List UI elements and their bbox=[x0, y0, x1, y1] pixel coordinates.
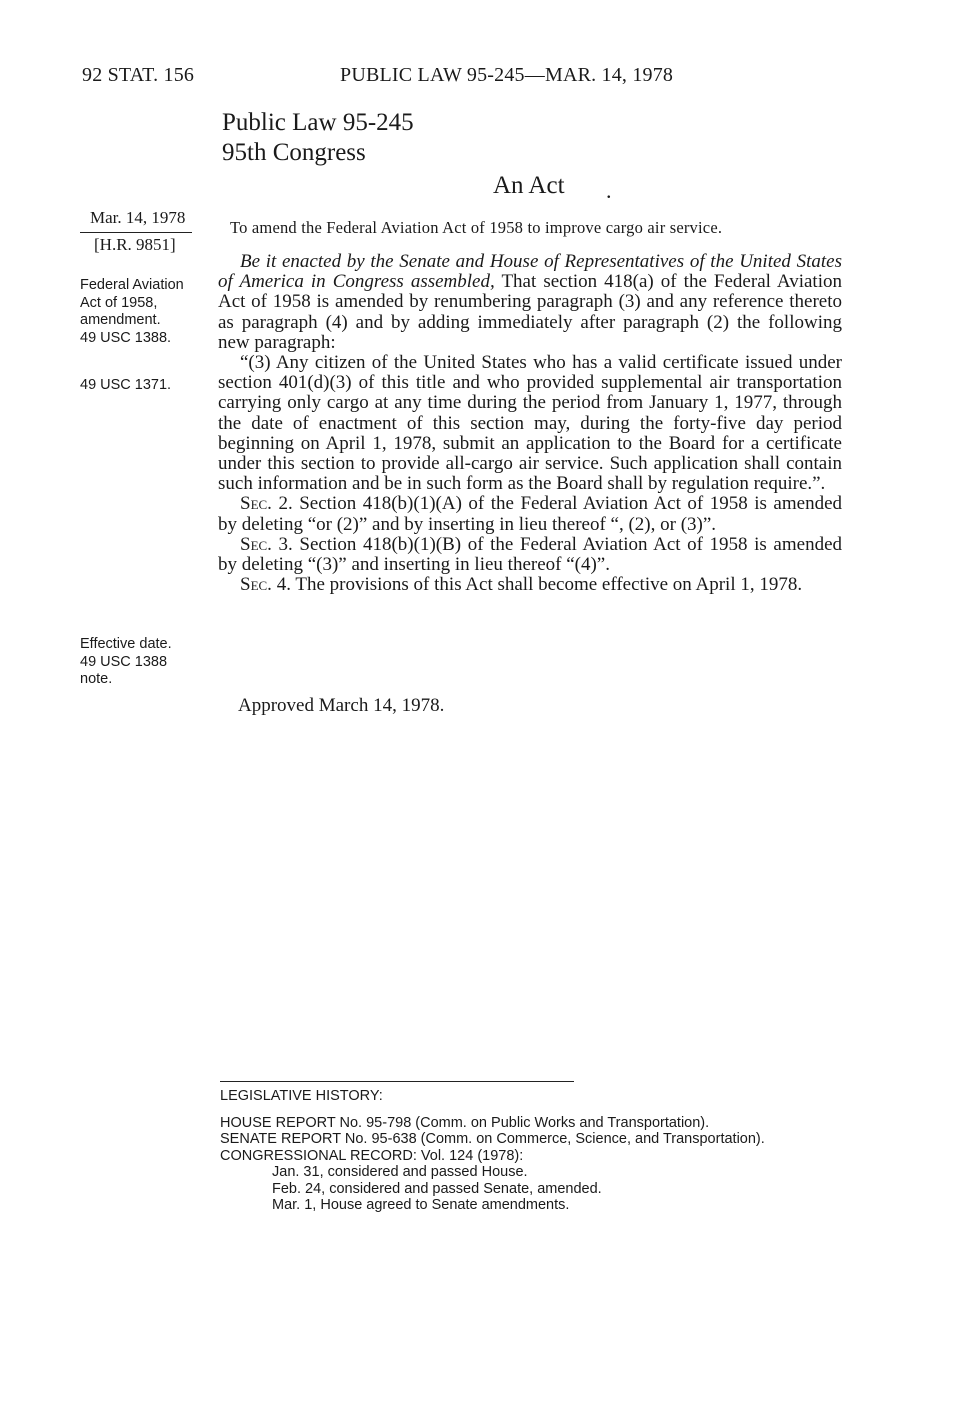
history-event: Jan. 31, considered and passed House. bbox=[272, 1164, 528, 1180]
running-header: PUBLIC LAW 95-245—MAR. 14, 1978 bbox=[340, 64, 674, 86]
section-3-text: Section 418(b)(1)(B) of the Federal Aviation Act of 1958 is amended by deleting “(3)” and inserting in lieu thereof “(4)”. bbox=[218, 533, 843, 576]
sec-number: 4. bbox=[271, 574, 291, 596]
legislative-history-heading: LEGISLATIVE HISTORY: bbox=[220, 1088, 383, 1104]
margin-note-line: Act of 1958, bbox=[80, 294, 158, 311]
margin-note-effective bbox=[80, 636, 210, 689]
margin-bill-number: [H.R. 9851] bbox=[94, 235, 176, 254]
section-2 bbox=[218, 494, 842, 534]
act-purpose: To amend the Federal Aviation Act of 1958 to improve cargo air service. bbox=[230, 218, 723, 237]
page-stat-number: 92 STAT. 156 bbox=[82, 64, 195, 86]
section-2-text: Section 418(b)(1)(A) of the Federal Aviation Act of 1958 is amended by deleting “or (2)” and by inserting in lieu thereof “, (2), or (3)”. bbox=[218, 493, 842, 535]
act-body bbox=[218, 252, 842, 595]
heading-dot: . bbox=[606, 178, 612, 203]
margin-note-line: Effective date. bbox=[80, 636, 172, 652]
section-4-text: The provisions of this Act shall become effective on April 1, 1978. bbox=[290, 574, 803, 596]
section-1-text: That section 418(a) of the Federal Aviation Act of 1958 is amended by renumbering paragraph (3) and any reference thereto as paragraph (4) and by adding immediately after paragraph (2) the following new paragraph: bbox=[218, 271, 842, 353]
margin-note-line: amendment. bbox=[80, 312, 161, 328]
margin-note-amendment bbox=[80, 277, 210, 347]
sec-number: 3. bbox=[271, 533, 293, 555]
margin-note-line: 49 USC 1388. bbox=[80, 329, 172, 346]
senate-report: SENATE REPORT No. 95-638 (Comm. on Commerce, Science, and Transportation). bbox=[220, 1131, 765, 1147]
new-paragraph-3: “(3) Any citizen of the United States who has a valid certificate issued under section 401(d)(3) of this title and who provided supplemental air transportation carrying only cargo at any time during the period from January 1, 1977, through the date of enactment of this section may, during the forty-five day period beginning on April 1, 1978, submit an application to the Board for a certificate under this section to provide all-cargo air service. Such application shall contain such information and be in such form as the Board shall by regulation require.”. bbox=[218, 352, 842, 495]
history-event: Mar. 1, House agreed to Senate amendments. bbox=[272, 1197, 570, 1213]
legislative-history-rule bbox=[220, 1081, 574, 1082]
margin-date: Mar. 14, 1978 bbox=[90, 208, 186, 227]
sec-number: 2. bbox=[271, 493, 293, 515]
enacting-clause: Be it enacted by the Senate and House of Representatives of the United States of America in Congress assembled, bbox=[218, 251, 842, 293]
margin-rule bbox=[80, 232, 192, 233]
enacting-paragraph bbox=[218, 252, 842, 353]
margin-note-line: Federal Aviation bbox=[80, 277, 184, 293]
sec-label: Sec. bbox=[240, 574, 272, 596]
congressional-record: CONGRESSIONAL RECORD: Vol. 124 (1978): bbox=[220, 1147, 524, 1164]
margin-note-usc: 49 USC 1371. bbox=[80, 377, 172, 393]
congress-number: 95th Congress bbox=[222, 139, 366, 166]
legislative-history bbox=[220, 1088, 765, 1214]
section-3 bbox=[218, 535, 842, 575]
approval-line: Approved March 14, 1978. bbox=[238, 695, 445, 716]
act-heading: An Act bbox=[493, 172, 565, 199]
public-law-number: Public Law 95-245 bbox=[222, 109, 414, 136]
margin-note-line: note. bbox=[80, 671, 113, 687]
house-report: HOUSE REPORT No. 95-798 (Comm. on Public Works and Transportation). bbox=[220, 1114, 710, 1131]
section-4 bbox=[218, 575, 842, 595]
sec-label: Sec. bbox=[240, 493, 272, 515]
history-event: Feb. 24, considered and passed Senate, amended. bbox=[272, 1180, 602, 1197]
sec-label: Sec. bbox=[240, 533, 272, 555]
margin-note-line: 49 USC 1388 bbox=[80, 653, 168, 670]
